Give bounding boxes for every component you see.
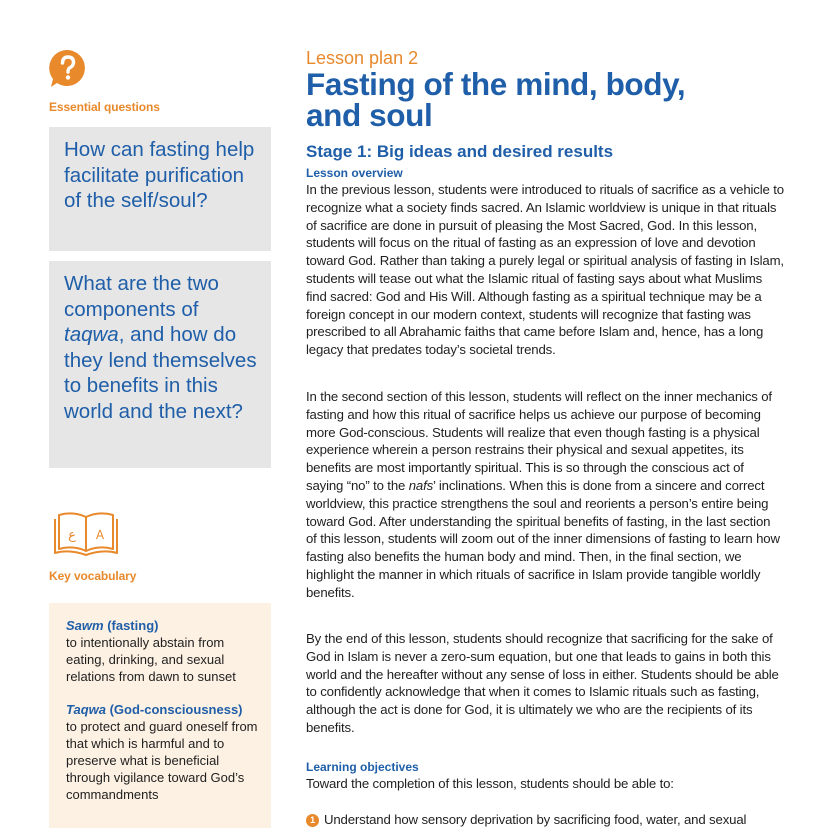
term-definition: to protect and guard oneself from that which is harmful and to preserve what is beneficial through vigilance toward God’s commandments [66, 719, 258, 802]
objective-item-1 [306, 811, 796, 829]
term-taqwa [66, 701, 261, 803]
page-title: Fasting of the mind, body, and soul [306, 66, 686, 133]
paragraph-term: nafs [408, 477, 434, 493]
vocabulary-box [49, 603, 271, 828]
svg-text:A: A [95, 528, 105, 542]
paragraph-text: In the second section of this lesson, students will reflect on the inner mechanics of fasting and how this ritual of sacrifice helps us achieve our purpose of becoming more God-conscious. Students will realize that even though fasting is a physical experience wherein a person restrains their physical and sexual appetites, its benefits are most importantly spiritual. This is so through the conscious act of saying “no” to the [306, 389, 772, 493]
learning-objectives-label: Learning objectives [306, 760, 419, 774]
essential-questions-label: Essential questions [49, 100, 160, 114]
term-sawm [66, 617, 261, 685]
lesson-overview-label: Lesson overview [306, 166, 403, 180]
question-2-text-end: , and how do they lend themselves to benefits in this world and the next? [64, 323, 257, 423]
essential-question-1 [49, 127, 271, 251]
lesson-plan-label: Lesson plan 2 [306, 48, 419, 68]
overview-paragraph-3: By the end of this lesson, students should recognize that sacrificing for the sake of God in Islam is never a zero-sum equation, but one that leads to gains in both this world and the hereafter without any sense of loss in either. Students should be able to confidently acknowledge that when it comes to Islamic rituals such as fasting, although the act is done for God, it is ultimately we who are the recipients of its benefits. [306, 631, 779, 735]
term-word: Taqwa [66, 702, 106, 717]
objective-text: Understand how sensory deprivation by sacrificing food, water, and sexual [324, 812, 747, 827]
term-gloss: (God-consciousness) [105, 702, 243, 717]
question-1-text: How can fasting help facilitate purification of the self/soul? [64, 138, 255, 212]
stage-heading: Stage 1: Big ideas and desired results [306, 142, 614, 161]
term-word: Sawm [66, 618, 104, 633]
question-2-text: What are the two components of [64, 272, 219, 321]
key-vocabulary-label: Key vocabulary [49, 569, 137, 583]
objectives-intro: Toward the completion of this lesson, students should be able to: [306, 776, 674, 791]
paragraph-text-end: ’ inclinations. When this is done from a sincere and correct worldview, this practice strengthens the soul and reorients a person’s entire being toward God. After understanding the spiritual benefits of fasting, in the last section of this lesson, students will zoom out of the inner dimensions of fasting to learn how fasting also benefits the human body and mind. Then, in the final section, we highlight the manner in which rituals of sacrifice in Islam provide tangible worldly benefits. [306, 477, 780, 600]
essential-question-2 [49, 261, 271, 468]
question-bubble-icon [48, 48, 88, 88]
svg-text:ع: ع [68, 528, 76, 543]
number-badge: 1 [306, 814, 319, 827]
term-gloss: (fasting) [103, 618, 159, 633]
overview-paragraph-2 [306, 388, 784, 602]
open-book-icon [51, 511, 121, 559]
term-definition: to intentionally abstain from eating, drinking, and sexual relations from dawn to sunset [66, 635, 236, 684]
overview-paragraph-1: In the previous lesson, students were introduced to rituals of sacrifice as a vehicle to recognize what a society finds sacred. An Islamic worldview is unique in that rituals of sacrifice are done in pursuit of pleasing the Most Sacred, God. In this lesson, students will focus on the ritual of fasting as an expression of love and devotion toward God. Rather than taking a purely legal or spiritual analysis of fasting in Islam, students will tease out what the Islamic ritual of fasting says about what Muslims find sacred: God and His Will. Although fasting as a spiritual technique may be a foreign concept in our modern context, students will recognize that fasting was prescribed to all Abrahamic faiths that came before Islam and, hence, has a long legacy that predates today’s societal trends. [306, 182, 784, 358]
question-2-term: taqwa [64, 323, 119, 346]
